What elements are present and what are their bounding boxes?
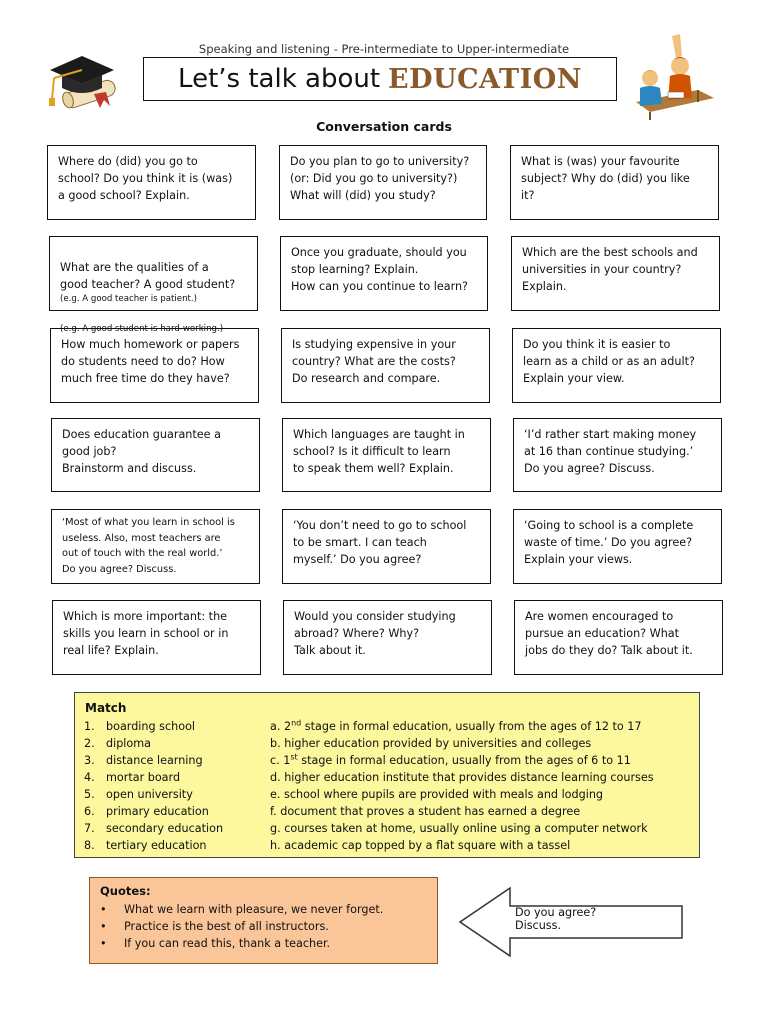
match-title: Match [85,701,127,715]
quotes-box [89,877,438,964]
conversation-card: Would you consider studying abroad? Where? Why? Talk about it. [283,600,492,675]
match-term [84,735,264,752]
match-term-text: boarding school [106,720,196,733]
match-definition [270,837,695,854]
arrow-label: Do you agree? Discuss. [515,906,597,932]
match-definition [270,752,695,769]
title-box [143,57,617,101]
section-title: Conversation cards [316,119,452,134]
bullet-icon: • [100,920,107,933]
match-term-text: primary education [106,805,209,818]
match-term-number: 3. [84,754,95,767]
quote-item [100,918,430,935]
quotes-title: Quotes: [100,884,151,898]
match-term-number: 6. [84,805,95,818]
title-main: EDUCATION [388,63,582,95]
conversation-card: Do you plan to go to university? (or: Did you go to university?) What will (did) you study? [279,145,487,220]
quote-text: If you can read this, thank a teacher. [124,937,331,950]
match-term [84,803,264,820]
match-exercise-box [74,692,700,858]
conversation-card: Once you graduate, should you stop learning? Explain. How can you continue to learn? [280,236,488,311]
quotes-list [100,901,430,952]
match-term [84,718,264,735]
quote-text: What we learn with pleasure, we never forget. [124,903,384,916]
match-term-text: open university [106,788,193,801]
conversation-card: Which languages are taught in school? Is it difficult to learn to speak them well? Explain. [282,418,491,492]
match-term-number: 7. [84,822,95,835]
conversation-card: Are women encouraged to pursue an education? What jobs do they do? Talk about it. [514,600,723,675]
conversation-card: Does education guarantee a good job? Brainstorm and discuss. [51,418,260,492]
match-definition-pre: f. document that proves a student has earned a degree [270,805,581,818]
conversation-card: Which is more important: the skills you learn in school or in real life? Explain. [52,600,261,675]
match-definition [270,735,695,752]
match-term-text: tertiary education [106,839,207,852]
match-definition-post: stage in formal education, usually from the ages of 12 to 17 [301,720,642,733]
match-term-text: diploma [106,737,152,750]
match-term-number: 1. [84,720,95,733]
conversation-card: ‘Going to school is a complete waste of time.’ Do you agree? Explain your views. [513,509,722,584]
match-term [84,837,264,854]
bullet-icon: • [100,903,107,916]
match-term [84,752,264,769]
card-note: (e.g. A good teacher is patient.) [60,294,197,304]
conversation-card: Where do (did) you go to school? Do you think it is (was) a good school? Explain. [47,145,256,220]
match-definition-pre: g. courses taken at home, usually online using a computer network [270,822,648,835]
bullet-icon: • [100,937,107,950]
graduation-cap-diploma-icon [44,48,124,114]
conversation-card: What are the qualities of a good teacher? A good student? (e.g. A good teacher is patient.) (e.g. A good student is hard-working.) [49,236,258,311]
conversation-card: ‘I’d rather start making money at 16 than continue studying.’ Do you agree? Discuss. [513,418,722,492]
match-definition [270,769,695,786]
conversation-card: Is studying expensive in your country? What are the costs? Do research and compare. [281,328,490,403]
match-term-text: secondary education [106,822,224,835]
match-term-number: 8. [84,839,95,852]
conversation-card: ‘Most of what you learn in school is useless. Also, most teachers are out of touch with the real world.’ Do you agree? Discuss. [51,509,260,584]
conversation-card: What is (was) your favourite subject? Why do (did) you like it? [510,145,719,220]
match-definition-pre: a. 2 [270,720,292,733]
match-definition [270,820,695,837]
conversation-card: Do you think it is easier to learn as a child or as an adult? Explain your view. [512,328,721,403]
match-definition-pre: d. higher education institute that provides distance learning courses [270,771,654,784]
conversation-card: ‘You don’t need to go to school to be smart. I can teach myself.’ Do you agree? [282,509,491,584]
quote-item [100,935,430,952]
match-term [84,820,264,837]
match-term-number: 5. [84,788,95,801]
title-lead: Let’s talk about [178,64,381,94]
match-definition-sup: st [290,752,298,762]
card-note: (e.g. A good student is hard-working.) [60,324,224,334]
match-definition-pre: b. higher education provided by universities and colleges [270,737,592,750]
match-definition [270,786,695,803]
match-term-number: 4. [84,771,95,784]
quote-item [100,901,430,918]
match-definition-post: stage in formal education, usually from the ages of 6 to 11 [297,754,631,767]
match-definition-sup: nd [291,718,302,728]
match-term-text: mortar board [106,771,181,784]
match-term [84,769,264,786]
match-definition-pre: c. 1 [270,754,291,767]
match-term [84,786,264,803]
match-definitions-list [270,718,695,854]
match-term-text: distance learning [106,754,203,767]
match-definition-pre: h. academic cap topped by a flat square with a tassel [270,839,571,852]
conversation-card: Which are the best schools and universities in your country? Explain. [511,236,720,311]
quote-text: Practice is the best of all instructors. [124,920,329,933]
page-subtitle: Speaking and listening - Pre-intermediate to Upper-intermediate [198,42,570,56]
conversation-card: How much homework or papers do students need to do? How much free time do they have? [50,328,259,403]
match-term-number: 2. [84,737,95,750]
match-definition [270,718,695,735]
match-definition [270,803,695,820]
students-classroom-icon [628,32,718,122]
match-terms-list [84,718,264,854]
match-definition-pre: e. school where pupils are provided with meals and lodging [270,788,604,801]
